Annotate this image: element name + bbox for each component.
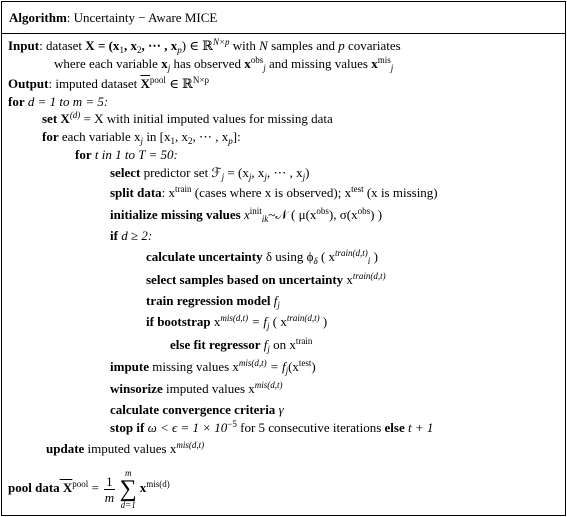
select-line <box>110 165 309 181</box>
init-normal: ~𝒩 ( μ(x <box>268 207 317 222</box>
init-keyword: initialize missing values <box>110 207 241 222</box>
for-var-dots: , ⋯ , x <box>192 129 229 144</box>
input-with: with <box>229 38 260 53</box>
train-line <box>146 293 280 309</box>
select-sub-j2: j <box>264 172 267 182</box>
calc-unc-close: ) <box>370 249 378 264</box>
split-sup-train: train <box>175 184 192 194</box>
stop-text: ω < ϵ = 1 × 10 <box>144 420 228 435</box>
if-d-keyword: if <box>110 228 118 243</box>
calc-unc-sup: train(d,t) <box>335 248 368 258</box>
input-text: : dataset <box>39 38 86 53</box>
pool-sup2: mis(d) <box>146 478 170 489</box>
init-sup: init <box>249 206 262 216</box>
for-t-keyword: for <box>75 147 92 162</box>
sub-1: 1 <box>119 45 124 55</box>
pool-sum <box>120 468 137 510</box>
output-sup-pool: pool <box>149 75 166 85</box>
bootstrap-x: x <box>210 314 221 329</box>
input-in-R: ) ∈ ℝ <box>181 38 213 53</box>
pool-sum-top: m <box>124 468 132 478</box>
calc-unc-text: δ using ϕ <box>262 249 314 264</box>
stop-t-plus-1: t + 1 <box>404 420 434 435</box>
winsorize-keyword: winsorize <box>110 381 163 396</box>
pool-line <box>8 468 170 510</box>
split-observed: is observed); x <box>271 185 352 200</box>
set-text: = X with initial imputed values for missing data <box>80 111 333 126</box>
init-sigma: ), σ(x <box>328 207 358 222</box>
calc-unc-sub-delta: δ <box>313 256 318 266</box>
set-sup-d: (d) <box>69 110 81 120</box>
split-line <box>110 185 438 201</box>
for-var-in: in [x <box>143 129 171 144</box>
output-in-R: ∈ ℝ <box>165 76 193 91</box>
input-keyword: Input <box>8 38 40 53</box>
else-fit-sup: train <box>295 336 313 346</box>
select-close: ) <box>305 165 310 180</box>
select-sub-j: j <box>221 172 225 182</box>
select-samples-line <box>146 272 386 288</box>
output-keyword: Output <box>8 76 49 91</box>
bootstrap-line <box>146 314 327 330</box>
input2-observed: has observed <box>170 56 245 71</box>
update-line <box>46 441 204 457</box>
split-x-paren: (x <box>363 185 378 200</box>
for-d-keyword: for <box>8 94 25 109</box>
select-sub-jf: j <box>302 172 306 182</box>
impute-sup-test: test <box>298 358 312 368</box>
bootstrap-close: ) <box>319 314 328 329</box>
input2-text: where each variable <box>54 56 162 71</box>
input2-sub-j-obs: j <box>263 63 266 73</box>
input2-sup-mis: mis <box>377 55 391 65</box>
impute-sup: mis(d,t) <box>238 358 267 368</box>
for-var-line <box>42 129 241 145</box>
for-var-sub-2: 2 <box>188 136 193 146</box>
stop-else-keyword: else <box>384 420 405 435</box>
calc-unc-sub-i: i <box>367 256 371 266</box>
bootstrap-sub-j: j <box>267 321 270 331</box>
calc-unc-line <box>146 249 378 265</box>
train-keyword: train regression model <box>146 293 271 308</box>
set-line <box>42 111 333 127</box>
convergence-line <box>110 402 284 418</box>
for-var-sub-p: p <box>228 136 233 146</box>
winsorize-sup: mis(d,t) <box>254 380 283 390</box>
split-x: : x <box>161 185 176 200</box>
pool-frac-num: 1 <box>106 473 113 489</box>
if-d-text: d ≥ 2: <box>117 228 153 243</box>
pool-x: x <box>139 479 147 495</box>
winsorize-text: imputed values x <box>162 381 255 396</box>
input2-sub-j-mis: j <box>390 63 394 73</box>
train-sub-j: j <box>277 300 280 310</box>
calc-unc-x: ( x <box>317 249 336 264</box>
bootstrap-sup: mis(d,t) <box>220 313 249 323</box>
calc-unc-keyword: calculate uncertainty <box>146 249 263 264</box>
sub-2: 2 <box>136 45 142 55</box>
pool-frac-den: m <box>104 489 115 505</box>
bootstrap-keyword: if bootstrap <box>146 314 211 329</box>
select-samples-keyword: select samples based on uncertainty <box>146 272 344 287</box>
for-var-sub-j: j <box>140 136 144 146</box>
input-samples: samples and <box>267 38 339 53</box>
else-fit-keyword: else fit regressor <box>170 337 261 352</box>
impute-line <box>110 359 316 375</box>
select-text: predictor set ℱ <box>140 165 222 180</box>
for-var-keyword: for <box>42 129 59 144</box>
algorithm-title <box>9 10 217 26</box>
stop-sup: −5 <box>227 419 237 429</box>
init-line <box>110 207 382 223</box>
pool-sum-sigma: ∑ <box>119 476 137 502</box>
select-keyword: select <box>110 165 141 180</box>
for-var-close: ]: <box>232 129 241 144</box>
update-keyword: update <box>46 441 85 456</box>
select-eq: = (x <box>224 165 249 180</box>
algorithm-title-text: : Uncertainty − Aware MICE <box>66 10 218 25</box>
select-samples-x: x <box>343 272 353 287</box>
init-sub-ik: ik <box>261 214 269 224</box>
impute-paren: (x <box>288 359 299 374</box>
else-fit-sub-j: j <box>267 344 270 354</box>
stop-line <box>110 420 433 436</box>
split-sup-test: test <box>351 184 364 194</box>
output-line <box>8 76 209 92</box>
set-X: X <box>57 111 70 126</box>
set-keyword: set <box>42 111 58 126</box>
init-x: x <box>240 207 250 222</box>
impute-sub-j: j <box>285 366 289 376</box>
input2-sup-obs: obs <box>250 55 264 65</box>
if-d-line <box>110 228 152 244</box>
algorithm-box <box>1 1 566 516</box>
for-d-line <box>8 94 108 110</box>
sup-Nxp: N×p <box>212 37 230 47</box>
input-line-2 <box>54 56 393 72</box>
update-sup: mis(d,t) <box>176 440 205 450</box>
for-t-line <box>75 147 178 163</box>
convergence-keyword: calculate convergence criteria <box>110 402 276 417</box>
for-var-comma: , x <box>175 129 189 144</box>
else-fit-on: on x <box>269 337 296 352</box>
split-cases-obs: (cases where x <box>191 185 272 200</box>
pool-sum-bottom: d=1 <box>120 500 136 510</box>
output-text: : imputed dataset <box>48 76 141 91</box>
select-comma: , x <box>251 165 265 180</box>
select-samples-sup: train(d,t) <box>352 271 386 281</box>
input2-x: x <box>161 56 168 71</box>
split-keyword: split data <box>110 185 162 200</box>
for-t-text: t in 1 to T = 50: <box>91 147 178 162</box>
bootstrap-f: = f <box>248 314 268 329</box>
impute-close: ) <box>311 359 316 374</box>
input-covariates: covariates <box>344 38 401 53</box>
input-comma: , x <box>123 38 137 53</box>
output-Xbar: $\overline{X}$ <box>140 76 150 91</box>
input-p: p <box>338 38 345 53</box>
else-fit-f: f <box>260 337 268 352</box>
train-f: f <box>270 293 278 308</box>
impute-text: missing values x <box>149 359 239 374</box>
split-missing: is missing) <box>377 185 438 200</box>
input2-x-obs: x <box>244 56 251 71</box>
select-sub-j1: j <box>248 172 252 182</box>
init-close: ) ) <box>370 207 383 222</box>
convergence-gamma: γ <box>275 402 284 417</box>
input-X: X <box>85 38 95 53</box>
init-sup-obs: obs <box>316 206 329 216</box>
input-N: N <box>259 38 268 53</box>
input2-sub-j: j <box>167 63 171 73</box>
update-text: imputed values x <box>84 441 177 456</box>
input-line <box>8 38 401 54</box>
init-sup-obs-2: obs <box>357 206 371 216</box>
stop-consecutive: for 5 consecutive iterations <box>236 420 385 435</box>
algorithm-header <box>2 2 565 34</box>
impute-f: = f <box>266 359 286 374</box>
pool-eq: = <box>88 479 103 495</box>
for-d-text: d = 1 to m = 5: <box>24 94 109 109</box>
pool-Xbar: X <box>59 479 73 495</box>
algorithm-title-prefix: Algorithm <box>9 10 67 25</box>
select-dots: , ⋯ , x <box>266 165 303 180</box>
pool-keyword: pool data <box>8 479 60 495</box>
input-dots: , ⋯ , x <box>141 38 178 53</box>
input2-x-mis: x <box>371 56 378 71</box>
bootstrap-paren: ( x <box>269 314 287 329</box>
input2-missing: and missing values <box>265 56 372 71</box>
for-var-text: each variable x <box>58 129 141 144</box>
stop-keyword: stop if <box>110 420 145 435</box>
input-eq: = (x <box>94 38 120 53</box>
pool-sup: pool <box>72 478 89 489</box>
sub-p: p <box>177 45 182 55</box>
pool-fraction <box>104 474 115 505</box>
output-sup-np: N×p <box>192 75 209 85</box>
for-var-sub-1: 1 <box>170 136 176 146</box>
winsorize-line <box>110 381 283 397</box>
impute-keyword: impute <box>110 359 149 374</box>
bootstrap-sup2: train(d,t) <box>286 313 320 323</box>
else-fit-line <box>170 337 312 353</box>
